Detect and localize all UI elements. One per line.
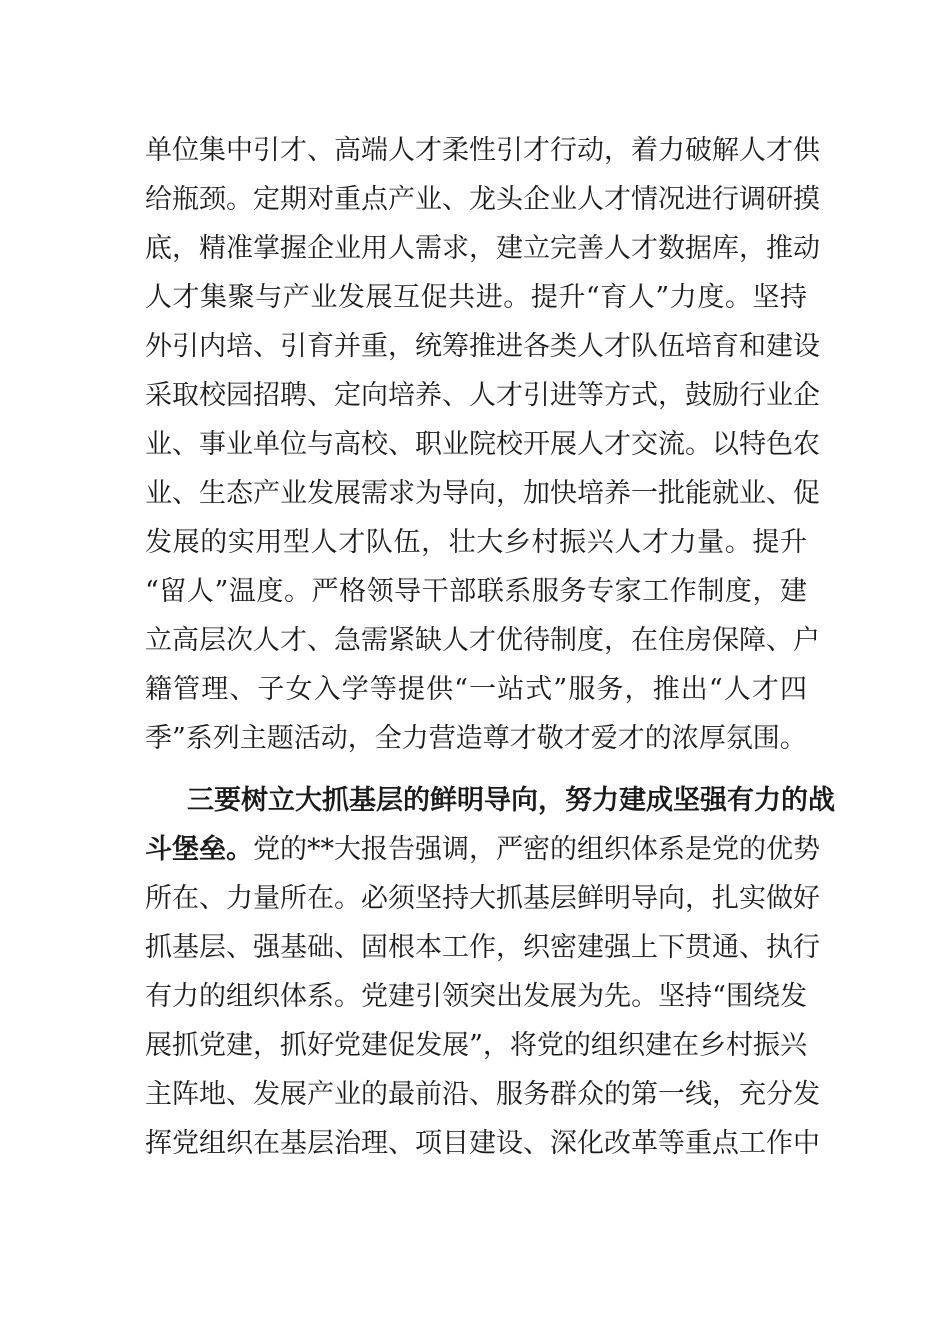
- text-line: 立高层次人才、急需紧缺人才优待制度，在住房保障、户: [145, 625, 820, 656]
- text-line: 有力的组织体系。党建引领突出发展为先。坚持“围绕发: [145, 981, 807, 1012]
- section-heading-end: 斗堡垒。: [145, 834, 253, 865]
- text-line: 抓基层、强基础、固根本工作，织密建强上下贯通、执行: [145, 932, 820, 963]
- text-line: 采取校园招聘、定向培养、人才引进等方式，鼓励行业企: [145, 380, 820, 411]
- paragraph-grassroots: [145, 776, 835, 1168]
- text-line: 展抓党建，抓好党建促发展”，将党的组织建在乡村振兴: [145, 1030, 807, 1061]
- text-line-mixed: [145, 825, 820, 874]
- text-span: 党的**大报告强调，严密的组织体系是党的优势: [253, 834, 820, 865]
- text-line: 人才集聚与产业发展互促共进。提升“育人”力度。坚持: [145, 282, 807, 313]
- text-line: 季”系列主题活动，全力营造尊才敬才爱才的浓厚氛围。: [145, 723, 807, 754]
- text-line: “留人”温度。严格领导干部联系服务专家工作制度，建: [145, 576, 807, 607]
- text-line: 业、事业单位与高校、职业院校开展人才交流。以特色农: [145, 429, 820, 460]
- text-line: 给瓶颈。定期对重点产业、龙头企业人才情况进行调研摸: [145, 184, 820, 215]
- text-line: 发展的实用型人才队伍，壮大乡村振兴人才力量。提升: [145, 527, 807, 558]
- text-line: 主阵地、发展产业的最前沿、服务群众的第一线，充分发: [145, 1079, 820, 1110]
- text-line: 所在、力量所在。必须坚持大抓基层鲜明导向，扎实做好: [145, 883, 820, 914]
- paragraph-talent: [145, 126, 820, 763]
- section-heading: 三要树立大抓基层的鲜明导向，努力建成坚强有力的战: [187, 785, 835, 816]
- text-line: 底，精准掌握企业用人需求，建立完善人才数据库，推动: [145, 233, 820, 264]
- text-line: 外引内培、引育并重，统筹推进各类人才队伍培育和建设: [145, 331, 820, 362]
- text-line: 业、生态产业发展需求为导向，加快培养一批能就业、促: [145, 478, 820, 509]
- document-body: [145, 126, 835, 1168]
- text-line: 籍管理、子女入学等提供“一站式”服务，推出“人才四: [145, 674, 807, 705]
- text-line: 挥党组织在基层治理、项目建设、深化改革等重点工作中: [145, 1128, 820, 1159]
- text-line: 单位集中引才、高端人才柔性引才行动，着力破解人才供: [145, 135, 820, 166]
